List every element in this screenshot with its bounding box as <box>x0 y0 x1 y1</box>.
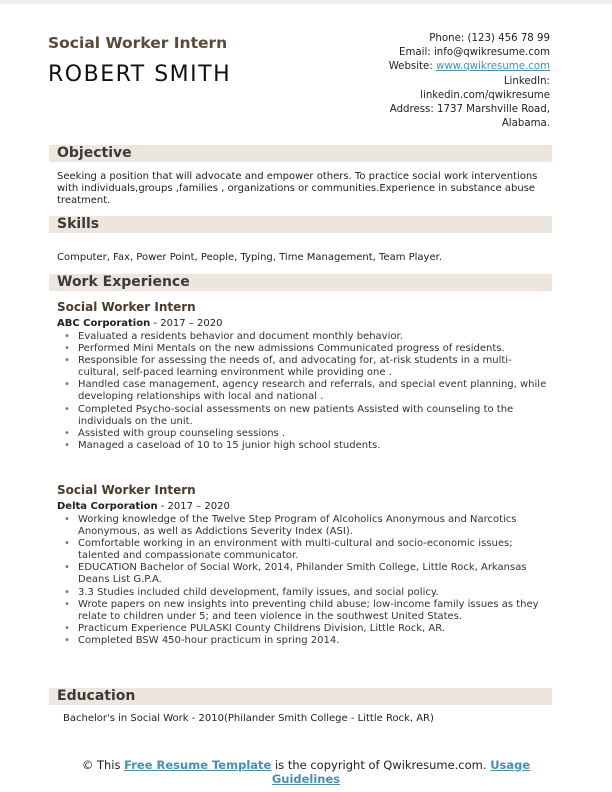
address-line-1: Address: 1737 Marshville Road, <box>389 104 550 116</box>
bullet-item: • Completed BSW 450-hour practicum in spring 2014. <box>57 635 552 647</box>
copyright-footer <box>0 758 612 786</box>
linkedin-url: linkedin.com/qwikresume <box>420 89 550 101</box>
footer-middle: is the copyright of Qwikresume.com. <box>271 758 491 772</box>
bullet-item: • 3.3 Studies included child development, family issues, and social policy. <box>57 587 552 599</box>
job-title: Social Worker Intern <box>48 34 228 52</box>
bullet-item: • Managed a caseload of 10 to 15 junior high school students. <box>57 440 552 452</box>
free-resume-template-link[interactable]: Free Resume Template <box>124 758 272 772</box>
bullet-item: • Handled case management, agency research and referrals, and special event planning, while developing relationships with local and national . <box>57 379 552 403</box>
bullet-item: • Assisted with group counseling sessions . <box>57 428 552 440</box>
job-dates: - 2017 – 2020 <box>157 501 230 512</box>
contact-email: Email: info@qwikresume.com <box>399 47 550 59</box>
job-dates: - 2017 – 2020 <box>150 318 223 329</box>
bullet-item: • Performed Mini Mentals on the new admissions Communicated progress of residents. <box>57 343 552 355</box>
job-entry-title: Social Worker Intern <box>57 483 196 497</box>
contact-phone: Phone: (123) 456 78 99 <box>429 33 550 44</box>
job-entry-title: Social Worker Intern <box>57 300 196 314</box>
linkedin-label: LinkedIn: <box>503 75 550 87</box>
skills-text: Computer, Fax, Power Point, People, Typing, Time Management, Team Player. <box>57 252 442 263</box>
bullet-item: • Evaluated a residents behavior and document monthly behavior. <box>57 331 552 343</box>
usage-guidelines-link-continued[interactable]: Guidelines <box>271 772 341 786</box>
candidate-name: ROBERT SMITH <box>48 62 232 87</box>
bullet-item: • EDUCATION Bachelor of Social Work, 2014, Philander Smith College, Little Rock, Arkansas Deans List G.P.A. <box>57 562 552 586</box>
footer-line-1 <box>0 758 612 772</box>
bullet-item: • Comfortable working in an environment with multi-cultural and socio-economic issues; talented and compassionate communicator. <box>57 538 552 562</box>
website-label: Website: <box>388 61 436 73</box>
objective-heading: Objective <box>49 145 552 162</box>
job-entry-company <box>57 501 552 512</box>
bullet-item: • Practicum Experience PULASKI County Childrens Division, Little Rock, AR. <box>57 623 552 635</box>
bullet-item: • Responsible for assessing the needs of, and advocating for, at-risk students in a multi-cultural, self-paced learning environment while providing one . <box>57 355 552 379</box>
job-entry <box>57 300 552 452</box>
company-name: ABC Corporation <box>57 318 151 329</box>
bullet-item: • Working knowledge of the Twelve Step Program of Alcoholics Anonymous and Narcotics Anonymous, as well as Addictions Severity Index (ASI). <box>57 514 552 538</box>
website-link[interactable]: www.qwikresume.com <box>435 61 550 73</box>
job-entry-company <box>57 318 552 329</box>
bullet-item: • Wrote papers on new insights into preventing child abuse; low-income family issues as they relate to children under 5; and teen violence in the southwest United States. <box>57 599 552 623</box>
objective-text: Seeking a position that will advocate and empower others. To practice social work interventions with individuals,groups ,families , organizations or communities.Experience in substance abuse treatment. <box>57 171 538 206</box>
address-line-2: Alabama. <box>501 118 550 130</box>
footer-prefix: © This <box>81 758 125 772</box>
skills-heading: Skills <box>49 216 552 233</box>
footer-line-2 <box>0 772 612 786</box>
contact-website <box>310 60 550 74</box>
usage-guidelines-link[interactable]: Usage <box>490 758 531 772</box>
top-border <box>0 0 612 4</box>
education-text: Bachelor's in Social Work - 2010(Philander Smith College - Little Rock, AR) <box>63 713 434 724</box>
job-bullets <box>57 514 552 647</box>
resume-header <box>48 34 231 87</box>
education-heading: Education <box>49 688 552 705</box>
job-bullets <box>57 331 552 452</box>
company-name: Delta Corporation <box>57 501 158 512</box>
contact-block <box>310 32 550 131</box>
job-entry <box>57 483 552 647</box>
work-experience-heading: Work Experience <box>49 274 552 291</box>
bullet-item: • Completed Psycho-social assessments on new patients Assisted with counseling to the individuals on the unit. <box>57 404 552 428</box>
